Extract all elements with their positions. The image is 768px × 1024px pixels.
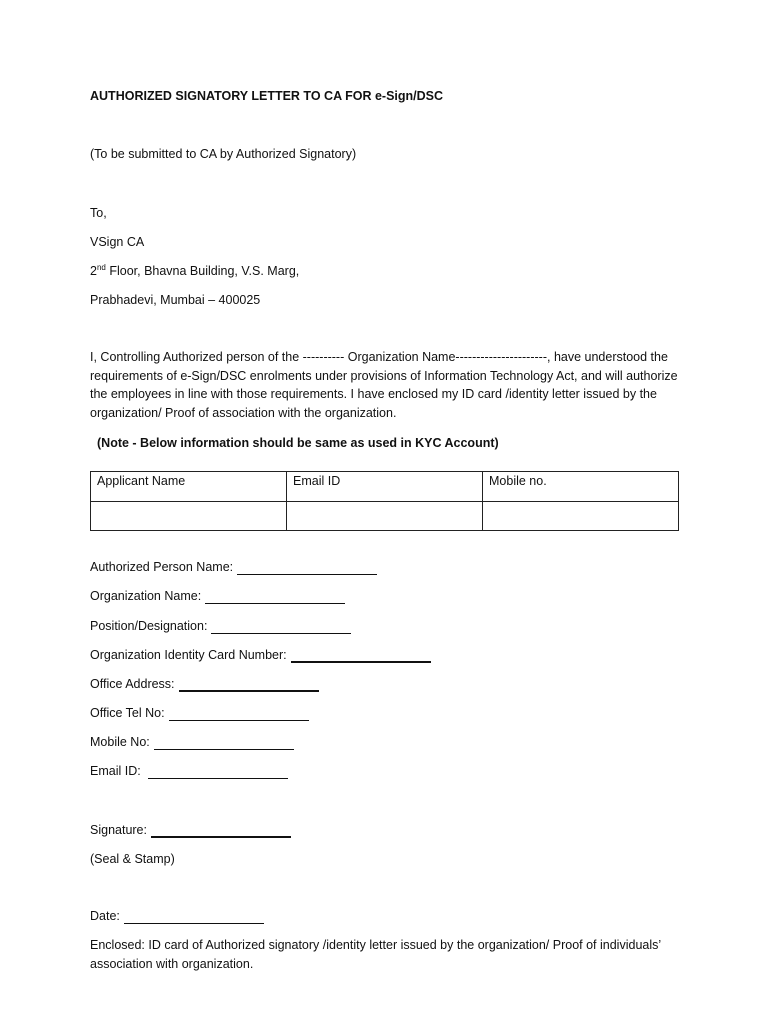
field-office-address xyxy=(90,676,319,692)
document-title: AUTHORIZED SIGNATORY LETTER TO CA FOR e-Sign/DSC xyxy=(90,89,444,103)
body-paragraph: I, Controlling Authorized person of the ---------- Organization Name----------------------, have understood the requirements of e-Sign/DSC enrolments under provisions of Information Technology Act, and will authorize the employees in line with those requirements. I have enclosed my ID card /identity letter issued by the organization/ Proof of association with the organization. xyxy=(90,350,678,420)
address-street: Floor, Bhavna Building, V.S. Marg, xyxy=(105,264,300,278)
cell-applicant-name[interactable] xyxy=(91,502,287,531)
field-organization-name xyxy=(90,588,345,604)
email-blank[interactable] xyxy=(148,765,288,779)
field-email xyxy=(90,763,288,779)
date-blank[interactable] xyxy=(124,910,264,924)
header-email-id: Email ID xyxy=(287,472,483,502)
position-blank[interactable] xyxy=(211,620,351,634)
address-floor-suffix: nd xyxy=(96,263,106,272)
table-row xyxy=(91,502,679,531)
field-office-tel xyxy=(90,705,309,721)
office-address-blank[interactable] xyxy=(179,677,319,692)
applicant-table xyxy=(90,471,679,531)
org-id-card-blank[interactable] xyxy=(291,648,431,663)
position-label: Position/Designation: xyxy=(90,619,208,633)
header-applicant-name: Applicant Name xyxy=(91,472,287,502)
field-signature xyxy=(90,822,291,838)
field-date xyxy=(90,908,264,924)
header-mobile-no: Mobile no. xyxy=(483,472,679,502)
authorized-person-label: Authorized Person Name: xyxy=(90,560,234,574)
office-tel-label: Office Tel No: xyxy=(90,706,165,720)
address-line2: Prabhadevi, Mumbai – 400025 xyxy=(90,293,261,307)
table-header-row xyxy=(91,472,679,502)
address-line1 xyxy=(90,263,299,279)
seal-stamp: (Seal & Stamp) xyxy=(90,852,175,866)
kyc-note: (Note - Below information should be same as used in KYC Account) xyxy=(97,436,499,450)
field-authorized-person xyxy=(90,559,377,575)
office-address-label: Office Address: xyxy=(90,677,175,691)
email-label: Email ID: xyxy=(90,764,141,778)
cell-mobile-no[interactable] xyxy=(483,502,679,531)
field-position xyxy=(90,618,351,634)
field-mobile xyxy=(90,734,294,750)
address-floor-number: 2 xyxy=(90,264,97,278)
org-id-card-label: Organization Identity Card Number: xyxy=(90,648,287,662)
cell-email-id[interactable] xyxy=(287,502,483,531)
organization-name-label: Organization Name: xyxy=(90,589,202,603)
document-subtitle: (To be submitted to CA by Authorized Signatory) xyxy=(90,147,357,161)
signature-label: Signature: xyxy=(90,823,147,837)
organization-name-blank[interactable] xyxy=(205,590,345,604)
mobile-label: Mobile No: xyxy=(90,735,150,749)
field-org-id-card xyxy=(90,647,431,663)
enclosed-note: Enclosed: ID card of Authorized signatory /identity letter issued by the organization/ Proof of individuals’ association with organization. xyxy=(90,938,661,971)
office-tel-blank[interactable] xyxy=(169,707,309,721)
address-to: To, xyxy=(90,206,107,220)
mobile-blank[interactable] xyxy=(154,736,294,750)
signature-blank[interactable] xyxy=(151,823,291,838)
address-name: VSign CA xyxy=(90,235,145,249)
authorized-person-blank[interactable] xyxy=(237,561,377,575)
date-label: Date: xyxy=(90,909,120,923)
